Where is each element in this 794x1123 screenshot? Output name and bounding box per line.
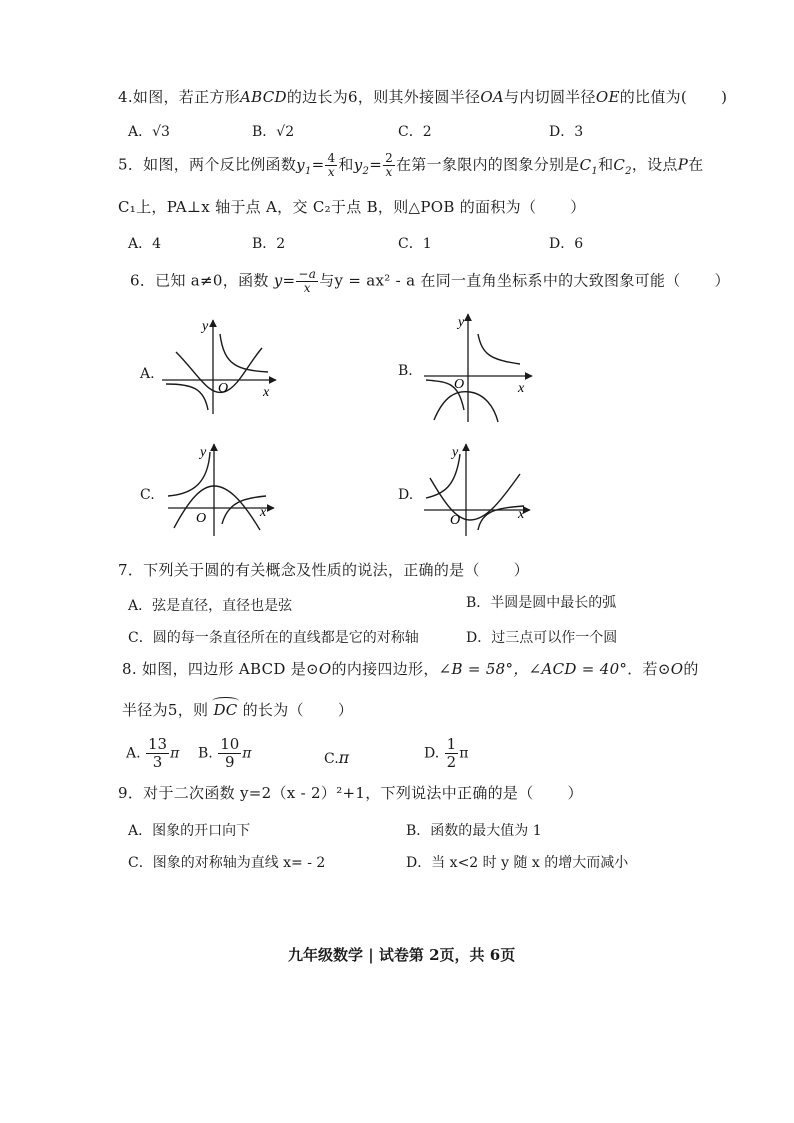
q4-abcd: ABCD	[240, 88, 287, 106]
pi-symbol: π	[170, 745, 180, 762]
q5-y2: $y_2$	[353, 155, 370, 177]
origin-label: O	[454, 377, 465, 392]
q6-y-eq: y=	[268, 271, 296, 290]
origin-label: O	[450, 513, 461, 528]
axis-x-label: x	[263, 385, 270, 400]
q5-text-c: ，设点	[631, 155, 678, 174]
q6-close-paren: ）	[714, 271, 730, 290]
q5-option-a: A．4	[128, 236, 162, 252]
q4-option-a: A．√3	[128, 124, 170, 140]
axis-y-label: y	[452, 445, 459, 460]
q8-arc-dc: DC	[213, 701, 238, 719]
q8-option-d	[424, 736, 468, 771]
q6-option-a-label: A.	[140, 366, 155, 382]
q5-c2-var: C	[613, 155, 626, 174]
hyperbola-branch-2	[166, 384, 208, 410]
q4-option-d: D．3	[549, 124, 584, 140]
q5-option-c: C．1	[398, 236, 432, 252]
q7-option-a: A．弦是直径，直径也是弦	[128, 598, 293, 614]
q8-text-b: 的内接四边形，	[331, 660, 439, 678]
origin-label: O	[196, 511, 207, 526]
page-footer: 九年级数学 | 试卷第 2页，共 6页	[288, 946, 516, 964]
q8-option-b-label: B.	[198, 745, 213, 762]
q5-c1-var: C	[579, 155, 592, 174]
q9-close-paren: ）	[567, 784, 583, 802]
q8-option-a-label: A.	[126, 745, 141, 762]
q5-option-b: B．2	[252, 236, 286, 252]
q8-option-d-frac	[445, 736, 459, 771]
q8-text-line2-b: 的长为（	[242, 701, 304, 719]
q4-text-b: 的边长为6，则其外接圆半径	[286, 88, 481, 106]
question-4-stem	[118, 86, 727, 107]
q8-option-c	[324, 748, 349, 767]
axis-x-label: x	[518, 381, 525, 396]
frac-num: 1	[446, 735, 457, 753]
q9-option-d: D．当 x<2 时 y 随 x 的增大而减小	[406, 855, 629, 871]
q4-option-b: B．√2	[252, 124, 295, 140]
question-5-stem-line1: 5．如图，两个反比例函数$y_1=$ $\frac{4}{x}$ 和$y_2=$ $\frac{2}{x}$ 在第一象限内的图象分别是$C_1$和$C_2$，设点P在	[118, 151, 704, 179]
q4-text-d: 的比值为(	[619, 88, 688, 106]
q4-oe: OE	[595, 88, 620, 106]
frac-den: 3	[152, 753, 163, 771]
origin-label: O	[218, 381, 229, 396]
q5-line2-text: C₁上，PA⊥x 轴于点 A，交 C₂于点 B，则△POB 的面积为（	[118, 198, 537, 216]
q7-option-b: B．半圆是圆中最长的弧	[466, 595, 617, 611]
question-9-stem	[118, 782, 583, 803]
q8-angle-acd: ∠ACD = 40°	[528, 660, 628, 678]
parabola-curve	[434, 392, 498, 422]
q8-option-b-frac	[218, 736, 241, 771]
q6-graph-c	[164, 438, 280, 538]
q9-option-b: B．函数的最大值为 1	[406, 823, 542, 839]
q6-frac	[296, 268, 318, 295]
q7-stem-text: 7．下列关于圆的有关概念及性质的说法，正确的是（	[118, 561, 480, 579]
frac-den: 2	[446, 753, 457, 771]
q8-o1: O	[318, 660, 332, 678]
q6-text-c: y = ax² - a 在同一直角坐标系中的大致图象可能（	[334, 271, 681, 290]
axis-x-label: x	[518, 507, 525, 522]
q8-text-d: 的	[683, 660, 699, 678]
q8-option-b	[198, 736, 252, 771]
parabola-curve	[430, 474, 520, 520]
pi-symbol: π	[242, 745, 252, 762]
q6-text-b: 与	[319, 271, 335, 290]
q6-graph-d	[420, 438, 536, 538]
question-7-stem	[118, 559, 529, 580]
q4-close-paren: )	[721, 88, 728, 106]
question-8-stem-line1	[122, 658, 699, 679]
q4-text-a: 4.如图，若正方形	[118, 88, 241, 106]
q6-graph-b	[420, 310, 536, 426]
axis-y-label: y	[200, 445, 207, 460]
q5-text-b: 在第一象限内的图象分别是	[396, 155, 580, 174]
q5-and2: 和	[598, 155, 614, 174]
axis-x-label: x	[260, 505, 267, 520]
frac-num: 10	[220, 735, 240, 753]
q8-option-a-frac	[146, 736, 169, 771]
pi-symbol: π	[459, 745, 469, 762]
q5-option-d: D．6	[549, 236, 584, 252]
q6-frac-den: x	[303, 281, 311, 295]
axis-y-label: y	[458, 315, 465, 330]
q9-stem-text: 9．对于二次函数 y=2（x - 2）²+1，下列说法中正确的是（	[118, 784, 534, 802]
q8-text-line2-a: 半径为5，则	[122, 701, 209, 719]
q6-text-a: 6．已知 a≠0，函数	[130, 271, 269, 290]
q6-option-b-label: B.	[398, 363, 413, 379]
q5-y1: $y_1$	[296, 155, 312, 177]
q9-option-c: C．图象的对称轴为直线 x= - 2	[128, 855, 326, 871]
q4-text-c: 与内切圆半径	[504, 88, 596, 106]
q6-option-c-label: C.	[140, 487, 155, 503]
q7-option-c: C．圆的每一条直径所在的直线都是它的对称轴	[128, 630, 419, 646]
q8-angle-b: ∠B = 58°，	[438, 660, 529, 678]
q5-c1: $C_1$	[579, 155, 599, 177]
q8-text-a: 8. 如图，四边形 ABCD 是⊙	[122, 660, 319, 678]
q7-close-paren: ）	[513, 561, 530, 579]
frac-num: 13	[148, 735, 168, 753]
q5-frac-1	[325, 152, 337, 179]
hyperbola-branch-1	[426, 454, 460, 498]
q4-option-c: C．2	[398, 124, 432, 140]
q4-oa: OA	[480, 88, 505, 106]
q5-y1-var: y	[296, 155, 305, 174]
q5-and: 和	[338, 155, 354, 174]
frac-den: 9	[224, 753, 235, 771]
hyperbola-branch-1	[220, 334, 268, 372]
q5-close-paren: ）	[570, 198, 586, 216]
q5-frac-2-num: 2	[385, 151, 393, 165]
question-5-stem-line2	[118, 196, 586, 217]
q6-frac-num: −a	[298, 267, 317, 281]
q5-frac-2	[383, 152, 395, 179]
q6-graph-a	[158, 314, 282, 418]
q5-p: P	[677, 155, 689, 174]
question-8-stem-line2	[122, 699, 353, 720]
q9-option-a: A．图象的开口向下	[128, 823, 251, 839]
q5-text-a: 5．如图，两个反比例函数	[118, 155, 297, 174]
q8-option-c-label: C.	[324, 751, 339, 767]
q5-frac-1-den: x	[327, 165, 335, 179]
pi-symbol: π	[338, 748, 350, 767]
q8-option-a	[126, 736, 179, 771]
q8-o2: O	[670, 660, 684, 678]
q8-text-c: ．若⊙	[627, 660, 671, 678]
q6-option-d-label: D.	[398, 487, 414, 503]
q5-frac-1-num: 4	[327, 151, 336, 165]
q5-c2: $C_2$	[613, 155, 632, 177]
q7-option-d: D．过三点可以作一个圆	[466, 630, 618, 646]
q5-frac-2-den: x	[385, 165, 393, 179]
q8-option-d-label: D.	[424, 745, 440, 762]
question-6-stem	[130, 268, 730, 295]
q8-close-paren: ）	[337, 701, 354, 719]
hyperbola-branch-1	[478, 334, 520, 364]
axis-y-label: y	[202, 319, 209, 334]
q5-text-d: 在	[688, 155, 704, 174]
